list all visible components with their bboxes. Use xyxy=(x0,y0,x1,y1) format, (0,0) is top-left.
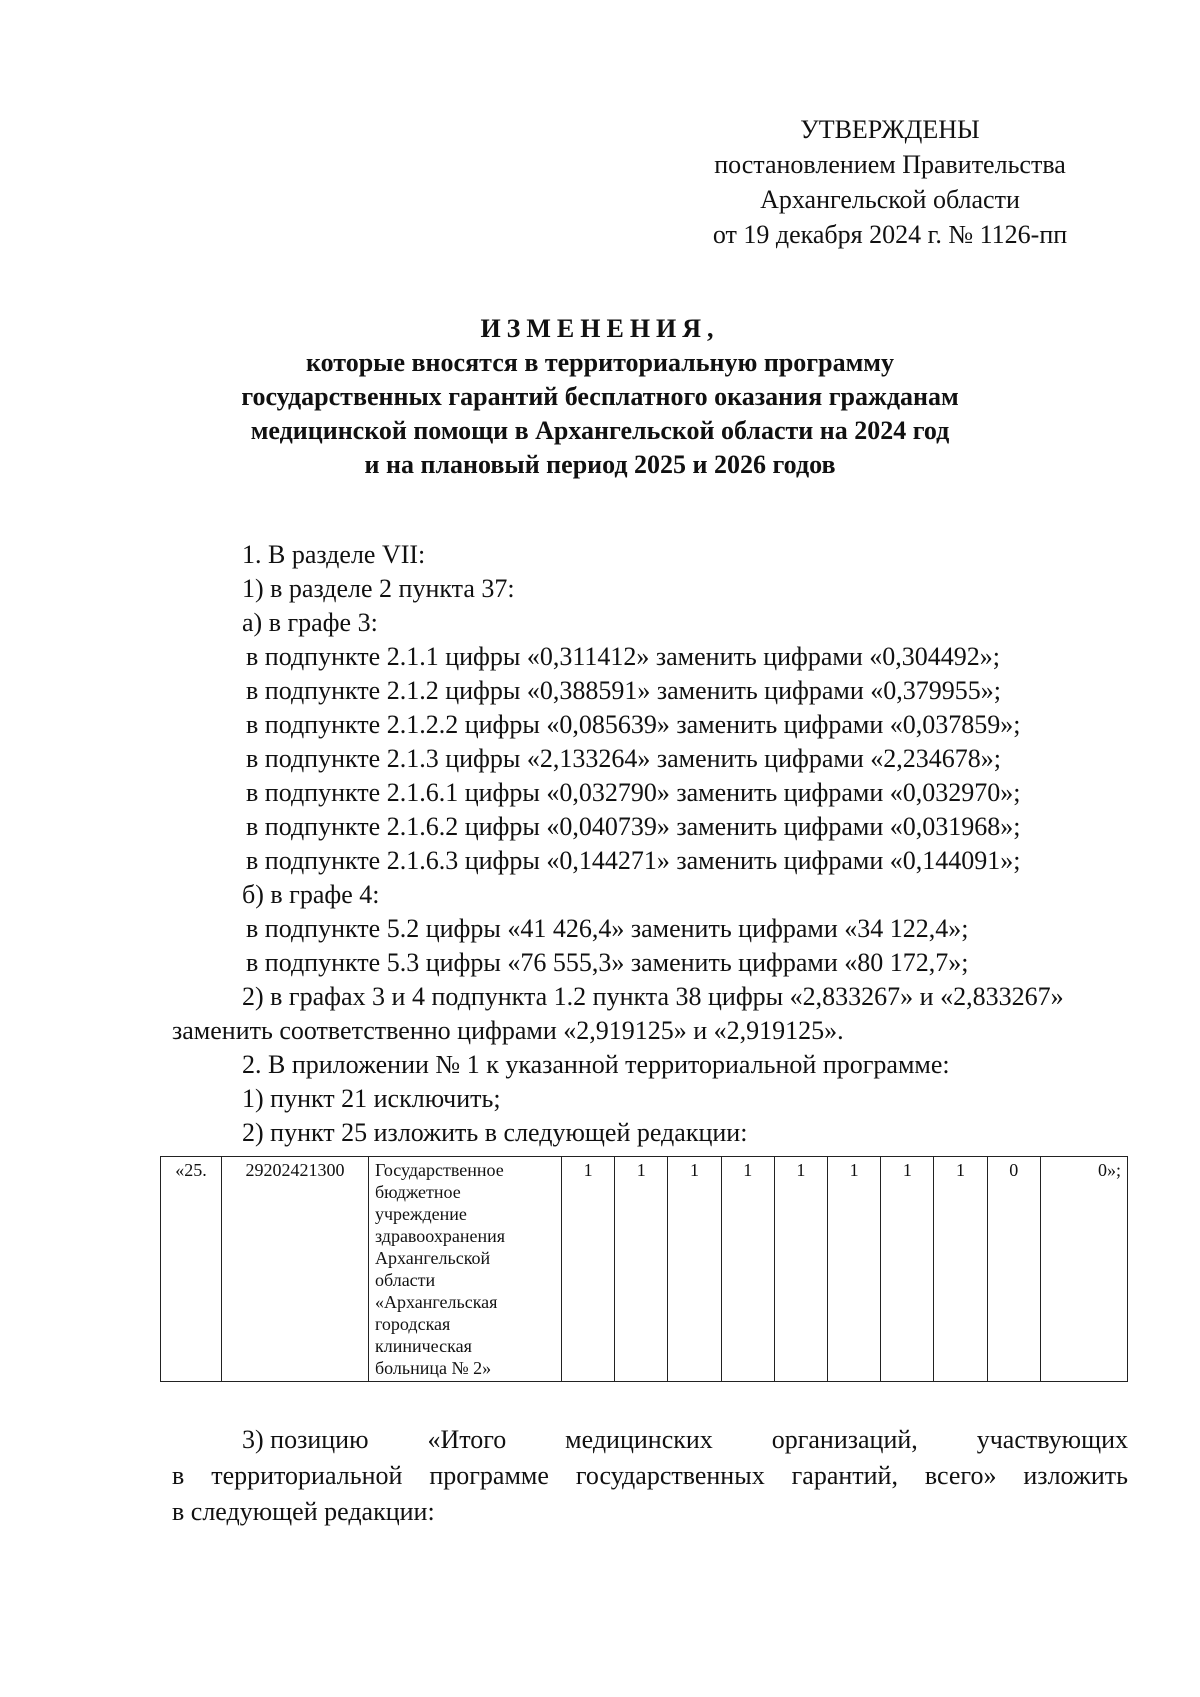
paragraph-word: 3) позицию xyxy=(242,1425,369,1454)
paragraph: в подпункте 5.2 цифры «41 426,4» заменить цифрами «34 122,4»; xyxy=(246,914,969,943)
paragraph: в следующей редакции: xyxy=(172,1497,435,1526)
paragraph: а) в графе 3: xyxy=(242,608,378,637)
paragraph: в подпункте 2.1.6.3 цифры «0,144271» заменить цифрами «0,144091»; xyxy=(246,846,1021,875)
title-line: государственных гарантий бесплатного оказания гражданам xyxy=(241,382,959,411)
table-cell-value: 1 xyxy=(828,1157,881,1382)
paragraph: в подпункте 2.1.3 цифры «2,133264» заменить цифрами «2,234678»; xyxy=(246,744,1001,773)
table-cell-value: 1 xyxy=(668,1157,721,1382)
paragraph: 1. В разделе VII: xyxy=(242,540,426,569)
approval-date: от 19 декабря 2024 г. № 1126-пп xyxy=(712,220,1068,249)
table-cell-value: 1 xyxy=(562,1157,615,1382)
paragraph: 1) в разделе 2 пункта 37: xyxy=(242,574,515,603)
paragraph: в подпункте 2.1.2.2 цифры «0,085639» заменить цифрами «0,037859»; xyxy=(246,710,1021,739)
paragraph: в территориальной программе государственных гарантий, всего» изложить xyxy=(172,1461,1128,1490)
org-name-line: здравоохранения xyxy=(375,1226,506,1246)
org-name-line: области xyxy=(375,1270,436,1290)
paragraph: в подпункте 2.1.6.1 цифры «0,032790» заменить цифрами «0,032970»; xyxy=(246,778,1021,807)
paragraph-word: участвующих xyxy=(976,1425,1128,1454)
org-name-line: учреждение xyxy=(375,1204,467,1224)
org-name-line: городская xyxy=(375,1314,451,1334)
title-line: и на плановый период 2025 и 2026 годов xyxy=(364,450,836,479)
paragraph-word: медицинских xyxy=(565,1425,713,1454)
paragraph xyxy=(172,1422,1128,1458)
table-cell-organization xyxy=(369,1157,562,1382)
title-line: которые вносятся в территориальную программу xyxy=(305,348,894,377)
paragraph: в подпункте 2.1.6.2 цифры «0,040739» заменить цифрами «0,031968»; xyxy=(246,812,1021,841)
table-cell-value: 1 xyxy=(721,1157,774,1382)
paragraph: 2. В приложении № 1 к указанной территориальной программе: xyxy=(242,1050,950,1079)
paragraph: б) в графе 4: xyxy=(242,880,380,909)
document-title xyxy=(140,312,1060,482)
approval-title: УТВЕРЖДЕНЫ xyxy=(800,115,980,144)
paragraph: в подпункте 2.1.2 цифры «0,388591» заменить цифрами «0,379955»; xyxy=(246,676,1001,705)
title-heading: ИЗМЕНЕНИЯ, xyxy=(480,314,720,343)
org-name-line: бюджетное xyxy=(375,1182,461,1202)
table-cell-value: 1 xyxy=(774,1157,827,1382)
paragraph: 2) пункт 25 изложить в следующей редакции: xyxy=(242,1118,748,1147)
org-name-line: клиническая xyxy=(375,1336,472,1356)
org-name-line: «Архангельская xyxy=(375,1292,498,1312)
approval-line: постановлением Правительства xyxy=(714,150,1066,179)
title-line: медицинской помощи в Архангельской области на 2024 год xyxy=(250,416,950,445)
table-cell-value: 0»; xyxy=(1040,1157,1127,1382)
document-body xyxy=(172,538,1128,1150)
table-cell-value: 1 xyxy=(934,1157,987,1382)
paragraph: 2) в графах 3 и 4 подпункта 1.2 пункта 38 цифры «2,833267» и «2,833267» xyxy=(242,982,1064,1011)
paragraph: 1) пункт 21 исключить; xyxy=(242,1084,501,1113)
paragraph: заменить соответственно цифрами «2,919125» и «2,919125». xyxy=(172,1016,844,1045)
paragraph: в подпункте 5.3 цифры «76 555,3» заменить цифрами «80 172,7»; xyxy=(246,948,969,977)
org-name-line: Государственное xyxy=(375,1160,504,1180)
paragraph-word: «Итого xyxy=(427,1425,507,1454)
approval-stamp xyxy=(680,112,1100,252)
table-cell-value: 1 xyxy=(615,1157,668,1382)
table-cell-value: 1 xyxy=(881,1157,934,1382)
amendment-table xyxy=(160,1156,1128,1382)
table-cell-value: 0 xyxy=(987,1157,1040,1382)
table-cell-code: 29202421300 xyxy=(222,1157,369,1382)
org-name-line: Архангельской xyxy=(375,1248,491,1268)
paragraph: в подпункте 2.1.1 цифры «0,311412» заменить цифрами «0,304492»; xyxy=(246,642,1001,671)
table-row xyxy=(161,1157,1128,1382)
table-cell-number: «25. xyxy=(161,1157,222,1382)
item-3-paragraph xyxy=(172,1422,1128,1530)
org-name-line: больница № 2» xyxy=(375,1358,492,1378)
approval-line: Архангельской области xyxy=(760,185,1020,214)
paragraph-word: организаций, xyxy=(771,1425,918,1454)
